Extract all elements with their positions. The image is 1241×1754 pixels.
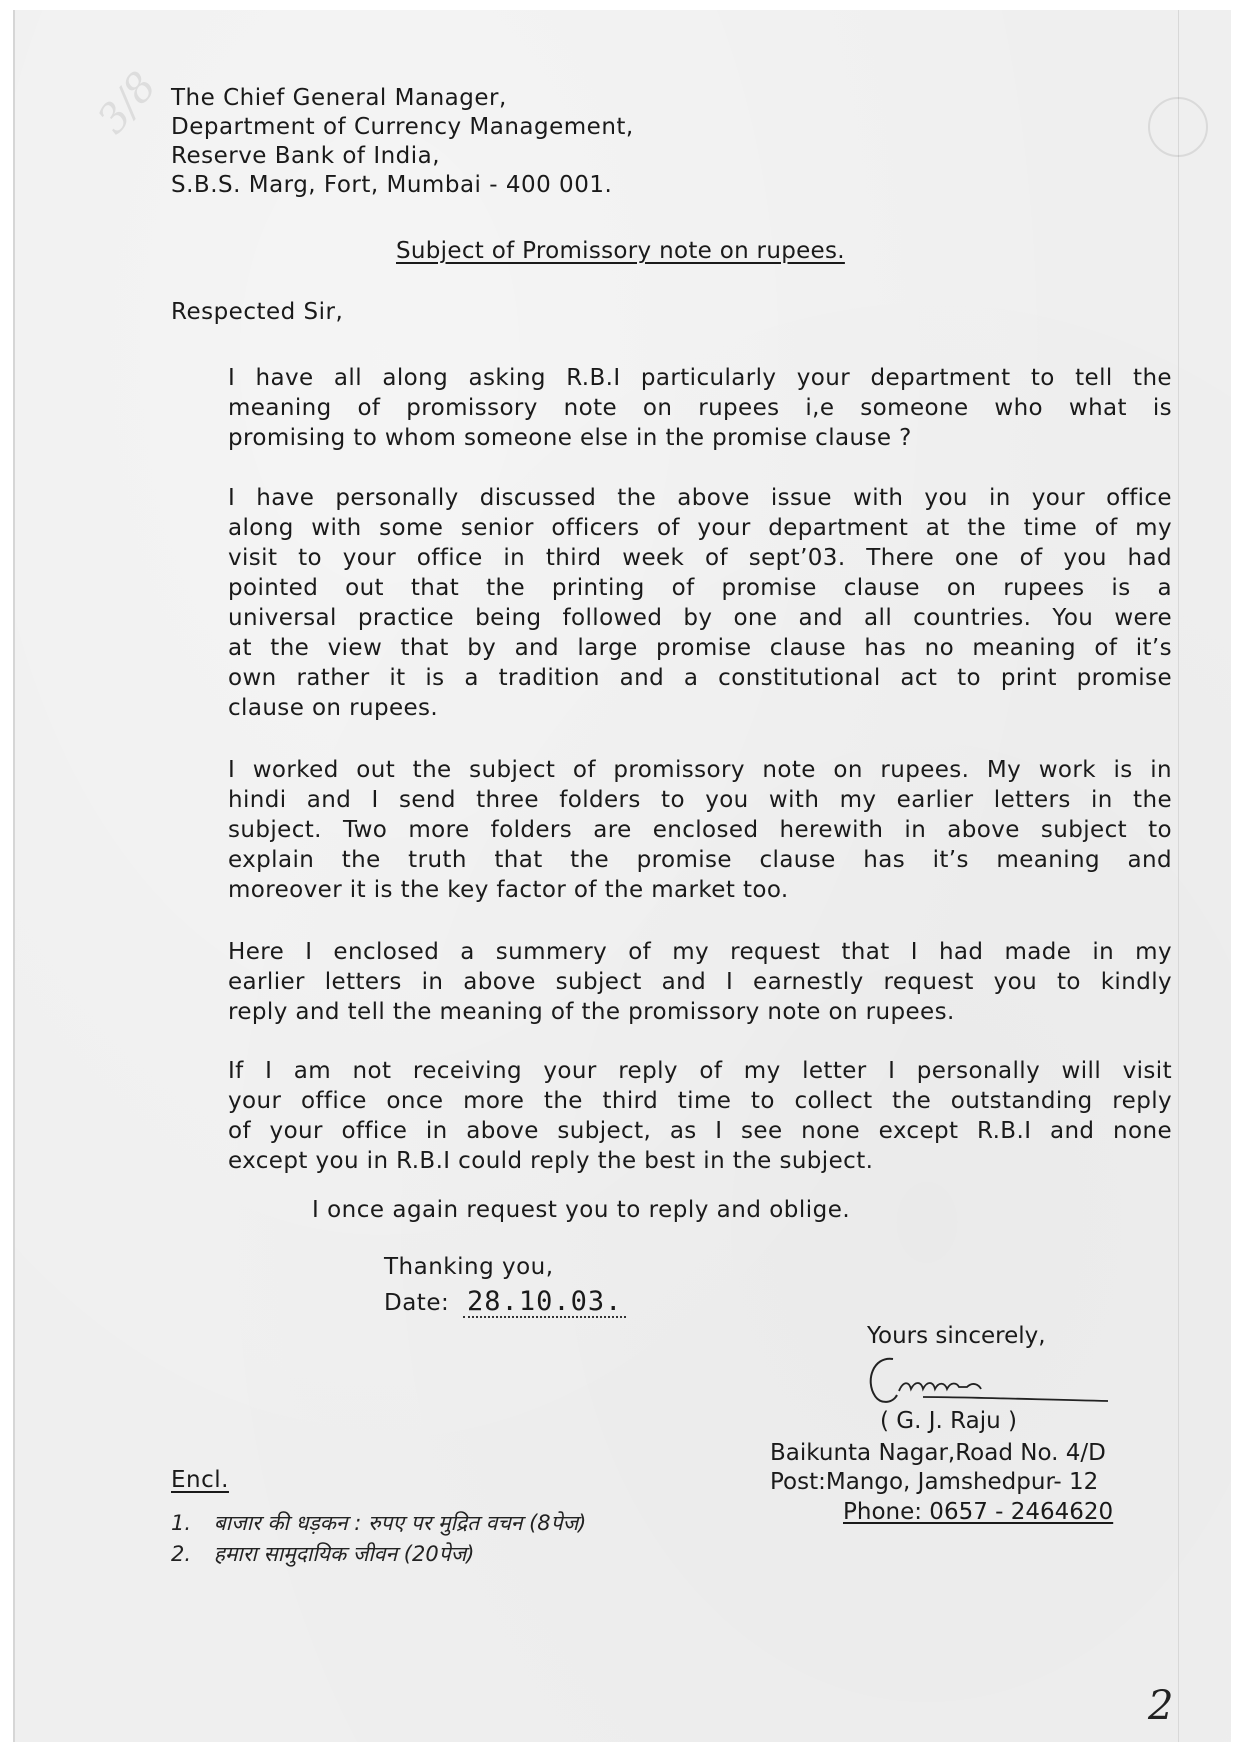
enclosure-item [171,1539,586,1570]
enclosure-number: 1. [171,1511,192,1535]
signatory-name: ( G. J. Raju ) [880,1408,1017,1434]
paragraph-line: pointed out that the printing of promise clause on rupees is a [228,575,1172,601]
paragraph-line: I worked out the subject of promissory note on rupees. My work is in [228,757,1172,783]
paragraph-line: reply and tell the meaning of the promissory note on rupees. [228,999,955,1025]
paragraph-line: promising to whom someone else in the promise clause ? [228,425,912,451]
paragraph-line: Here I enclosed a summery of my request that I had made in my [228,939,1172,965]
paragraph-line: moreover it is the key factor of the market too. [228,877,789,903]
paragraph-line: If I am not receiving your reply of my letter I personally will visit [228,1058,1172,1084]
salutation: Respected Sir, [171,299,344,325]
date-row [384,1288,626,1318]
paragraph-line: subject. Two more folders are enclosed herewith in above subject to [228,817,1172,843]
date-value: 28.10.03. [463,1288,626,1318]
enclosure-text: बाजार की धड़कन : रुपए पर मुद्रित वचन (8पेज) [213,1511,587,1535]
sender-address-line-1: Baikunta Nagar,Road No. 4/D [770,1440,1106,1466]
body-paragraph-3 [228,755,1172,905]
handwritten-page-number: 2 [1148,1683,1174,1729]
date-label: Date: [384,1290,450,1316]
enclosure-item [171,1508,586,1539]
paragraph-line: hindi and I send three folders to you with my earlier letters in the [228,787,1172,813]
body-paragraph-5 [228,1056,1172,1176]
body-paragraph-4 [228,937,1172,1027]
paragraph-line: your office once more the third time to collect the outstanding reply [228,1088,1172,1114]
enclosures-list [171,1508,586,1570]
paragraph-line: at the view that by and large promise clause has no meaning of it’s [228,635,1172,661]
enclosure-number: 2. [171,1542,192,1566]
paragraph-line: meaning of promissory note on rupees i,e someone who what is [228,395,1172,421]
sender-address-line-2: Post:Mango, Jamshedpur- 12 [770,1469,1099,1495]
recipient-line: Department of Currency Management, [171,114,634,140]
body-paragraph-2 [228,483,1172,723]
paragraph-line: earlier letters in above subject and I earnestly request you to kindly [228,969,1172,995]
handwritten-signature-icon [863,1351,1113,1411]
paragraph-line: explain the truth that the promise clause has it’s meaning and [228,847,1172,873]
enclosures-heading: Encl. [171,1467,229,1493]
subject-line: Subject of Promissory note on rupees. [396,238,845,264]
paragraph-line: of your office in above subject, as I see none except R.B.I and none [228,1118,1172,1144]
faint-handwritten-mark: 3/8 [88,63,166,143]
recipient-address [171,84,634,200]
recipient-line: The Chief General Manager, [171,85,507,111]
paragraph-line: along with some senior officers of your department at the time of my [228,515,1172,541]
paragraph-line: I have personally discussed the above issue with you in your office [228,485,1172,511]
recipient-line: Reserve Bank of India, [171,143,441,169]
yours-sincerely: Yours sincerely, [867,1323,1046,1349]
faint-circle-mark [1148,97,1208,157]
paragraph-line: own rather it is a tradition and a constitutional act to print promise [228,665,1172,691]
paragraph-line: visit to your office in third week of sept’03. There one of you had [228,545,1172,571]
paper-fold-line [1178,10,1179,1742]
thanks-line: Thanking you, [384,1254,554,1280]
paragraph-line: I have all along asking R.B.I particularly your department to tell the [228,365,1172,391]
recipient-line: S.B.S. Marg, Fort, Mumbai - 400 001. [171,172,613,198]
enclosure-text: हमारा सामुदायिक जीवन (20पेज) [213,1542,475,1566]
body-paragraph-1 [228,363,1172,453]
paragraph-line: clause on rupees. [228,695,439,721]
paragraph-line: except you in R.B.I could reply the best in the subject. [228,1148,874,1174]
paragraph-line: universal practice being followed by one and all countries. You were [228,605,1172,631]
closing-request: I once again request you to reply and oblige. [312,1197,851,1223]
sender-phone: Phone: 0657 - 2464620 [843,1499,1114,1525]
